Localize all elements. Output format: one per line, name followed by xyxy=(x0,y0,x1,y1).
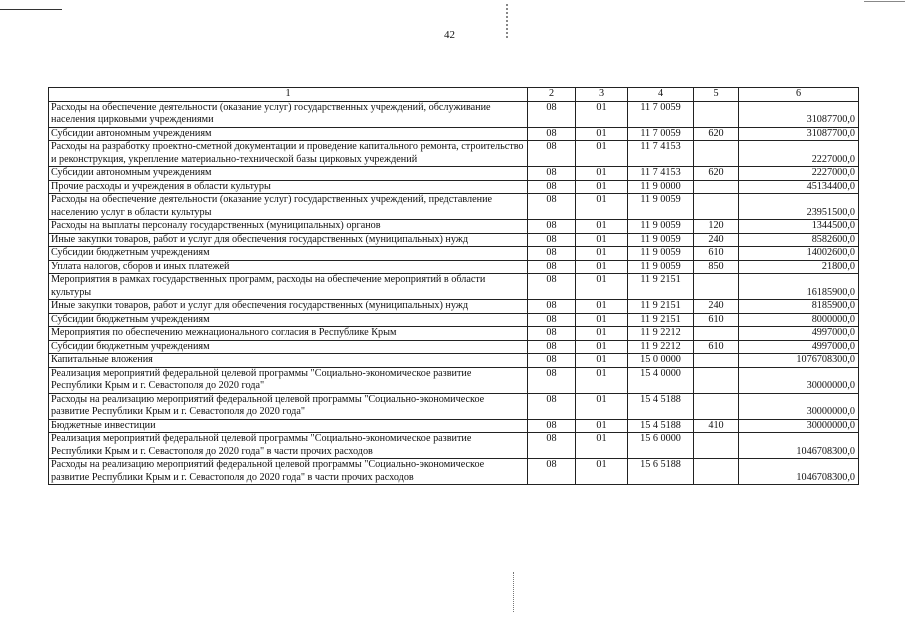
row-expense-type xyxy=(694,354,739,368)
row-amount: 30000000,0 xyxy=(739,393,859,419)
row-section: 08 xyxy=(528,167,576,181)
row-name: Расходы на выплаты персоналу государственных (муниципальных) органов xyxy=(49,220,528,234)
row-name: Расходы на обеспечение деятельности (оказание услуг) государственных учреждений, представление населению услуг в области культуры xyxy=(49,194,528,220)
scan-artifact-bottom xyxy=(513,572,520,612)
row-expense-type: 610 xyxy=(694,247,739,261)
row-section: 08 xyxy=(528,141,576,167)
row-name: Расходы на обеспечение деятельности (оказание услуг) государственных учреждений, обслуживание населения цирковыми учреждениями xyxy=(49,101,528,127)
row-subsection: 01 xyxy=(576,194,628,220)
table-row xyxy=(49,233,859,247)
row-amount: 45134400,0 xyxy=(739,180,859,194)
table-row xyxy=(49,194,859,220)
column-header-3: 3 xyxy=(576,88,628,102)
row-name: Субсидии бюджетным учреждениям xyxy=(49,313,528,327)
table-row xyxy=(49,220,859,234)
table-row xyxy=(49,459,859,485)
row-expense-type: 850 xyxy=(694,260,739,274)
scan-edge-line-right xyxy=(864,1,905,2)
row-subsection: 01 xyxy=(576,127,628,141)
row-expense-type xyxy=(694,101,739,127)
row-expense-type xyxy=(694,459,739,485)
row-name: Иные закупки товаров, работ и услуг для обеспечения государственных (муниципальных) нужд xyxy=(49,233,528,247)
row-amount: 2227000,0 xyxy=(739,167,859,181)
row-target-code: 11 9 0059 xyxy=(628,220,694,234)
row-expense-type xyxy=(694,367,739,393)
row-amount: 30000000,0 xyxy=(739,419,859,433)
row-name: Мероприятия в рамках государственных программ, расходы на обеспечение мероприятий в области культуры xyxy=(49,274,528,300)
table-row xyxy=(49,327,859,341)
row-section: 08 xyxy=(528,300,576,314)
row-name: Мероприятия по обеспечению межнационального согласия в Республике Крым xyxy=(49,327,528,341)
row-section: 08 xyxy=(528,340,576,354)
row-subsection: 01 xyxy=(576,393,628,419)
table-row xyxy=(49,274,859,300)
table-row xyxy=(49,141,859,167)
row-name: Субсидии автономным учреждениям xyxy=(49,127,528,141)
row-section: 08 xyxy=(528,313,576,327)
row-name: Расходы на реализацию мероприятий федеральной целевой программы "Социально-экономическое развитие Республики Крым и г. Севастополя до 2020 года" xyxy=(49,393,528,419)
row-amount: 14002600,0 xyxy=(739,247,859,261)
column-header-1: 1 xyxy=(49,88,528,102)
row-target-code: 11 9 0000 xyxy=(628,180,694,194)
row-amount: 2227000,0 xyxy=(739,141,859,167)
table-row xyxy=(49,340,859,354)
row-amount: 1046708300,0 xyxy=(739,433,859,459)
row-target-code: 15 6 5188 xyxy=(628,459,694,485)
row-target-code: 15 0 0000 xyxy=(628,354,694,368)
row-expense-type xyxy=(694,433,739,459)
row-name: Реализация мероприятий федеральной целевой программы "Социально-экономическое развитие Республики Крым и г. Севастополя до 2020 года" xyxy=(49,367,528,393)
row-expense-type xyxy=(694,393,739,419)
row-section: 08 xyxy=(528,194,576,220)
row-section: 08 xyxy=(528,220,576,234)
row-expense-type: 240 xyxy=(694,233,739,247)
row-section: 08 xyxy=(528,233,576,247)
row-expense-type xyxy=(694,327,739,341)
row-expense-type xyxy=(694,194,739,220)
row-target-code: 11 9 2212 xyxy=(628,327,694,341)
row-target-code: 11 9 2151 xyxy=(628,313,694,327)
table-row xyxy=(49,419,859,433)
row-subsection: 01 xyxy=(576,354,628,368)
row-target-code: 11 7 0059 xyxy=(628,127,694,141)
row-subsection: 01 xyxy=(576,327,628,341)
row-target-code: 11 7 0059 xyxy=(628,101,694,127)
row-section: 08 xyxy=(528,354,576,368)
row-subsection: 01 xyxy=(576,247,628,261)
row-expense-type: 120 xyxy=(694,220,739,234)
row-target-code: 11 9 0059 xyxy=(628,260,694,274)
budget-table xyxy=(48,87,859,485)
row-amount: 1076708300,0 xyxy=(739,354,859,368)
row-subsection: 01 xyxy=(576,167,628,181)
row-section: 08 xyxy=(528,127,576,141)
table-row xyxy=(49,367,859,393)
column-header-5: 5 xyxy=(694,88,739,102)
row-expense-type: 410 xyxy=(694,419,739,433)
row-subsection: 01 xyxy=(576,300,628,314)
row-section: 08 xyxy=(528,367,576,393)
row-expense-type: 240 xyxy=(694,300,739,314)
row-amount: 23951500,0 xyxy=(739,194,859,220)
row-amount: 31087700,0 xyxy=(739,101,859,127)
row-target-code: 15 6 0000 xyxy=(628,433,694,459)
row-subsection: 01 xyxy=(576,274,628,300)
row-name: Капитальные вложения xyxy=(49,354,528,368)
row-subsection: 01 xyxy=(576,433,628,459)
row-expense-type xyxy=(694,274,739,300)
row-name: Субсидии бюджетным учреждениям xyxy=(49,340,528,354)
row-subsection: 01 xyxy=(576,233,628,247)
row-expense-type: 610 xyxy=(694,313,739,327)
row-name: Бюджетные инвестиции xyxy=(49,419,528,433)
row-subsection: 01 xyxy=(576,141,628,167)
table-body xyxy=(49,101,859,485)
row-subsection: 01 xyxy=(576,101,628,127)
row-amount: 21800,0 xyxy=(739,260,859,274)
row-amount: 31087700,0 xyxy=(739,127,859,141)
row-section: 08 xyxy=(528,247,576,261)
row-amount: 1344500,0 xyxy=(739,220,859,234)
row-target-code: 11 9 0059 xyxy=(628,247,694,261)
table-row xyxy=(49,433,859,459)
row-expense-type: 620 xyxy=(694,167,739,181)
row-section: 08 xyxy=(528,274,576,300)
column-header-2: 2 xyxy=(528,88,576,102)
table-row xyxy=(49,260,859,274)
row-name: Субсидии автономным учреждениям xyxy=(49,167,528,181)
row-target-code: 15 4 0000 xyxy=(628,367,694,393)
table-row xyxy=(49,313,859,327)
row-name: Реализация мероприятий федеральной целевой программы "Социально-экономическое развитие Республики Крым и г. Севастополя до 2020 года" в части прочих расходов xyxy=(49,433,528,459)
table-row xyxy=(49,101,859,127)
row-target-code: 11 7 4153 xyxy=(628,167,694,181)
row-target-code: 11 9 2151 xyxy=(628,300,694,314)
row-subsection: 01 xyxy=(576,180,628,194)
budget-table-container xyxy=(48,87,858,485)
table-row xyxy=(49,393,859,419)
column-header-4: 4 xyxy=(628,88,694,102)
table-row xyxy=(49,247,859,261)
row-expense-type xyxy=(694,141,739,167)
header-row xyxy=(49,88,859,102)
row-amount: 1046708300,0 xyxy=(739,459,859,485)
row-target-code: 15 4 5188 xyxy=(628,419,694,433)
row-name: Прочие расходы и учреждения в области культуры xyxy=(49,180,528,194)
table-row xyxy=(49,300,859,314)
row-target-code: 11 9 2151 xyxy=(628,274,694,300)
row-target-code: 15 4 5188 xyxy=(628,393,694,419)
row-amount: 8582600,0 xyxy=(739,233,859,247)
row-amount: 16185900,0 xyxy=(739,274,859,300)
row-amount: 4997000,0 xyxy=(739,340,859,354)
scan-edge-line xyxy=(0,9,62,10)
table-row xyxy=(49,127,859,141)
row-name: Иные закупки товаров, работ и услуг для обеспечения государственных (муниципальных) нужд xyxy=(49,300,528,314)
row-name: Субсидии бюджетным учреждениям xyxy=(49,247,528,261)
scan-artifact xyxy=(506,4,516,38)
row-expense-type: 620 xyxy=(694,127,739,141)
row-subsection: 01 xyxy=(576,313,628,327)
row-name: Уплата налогов, сборов и иных платежей xyxy=(49,260,528,274)
row-subsection: 01 xyxy=(576,419,628,433)
page-number: 42 xyxy=(444,29,455,41)
row-target-code: 11 7 4153 xyxy=(628,141,694,167)
row-target-code: 11 9 0059 xyxy=(628,194,694,220)
row-subsection: 01 xyxy=(576,459,628,485)
table-row xyxy=(49,180,859,194)
table-row xyxy=(49,354,859,368)
row-amount: 8185900,0 xyxy=(739,300,859,314)
row-section: 08 xyxy=(528,393,576,419)
row-section: 08 xyxy=(528,433,576,459)
row-expense-type: 610 xyxy=(694,340,739,354)
row-expense-type xyxy=(694,180,739,194)
row-section: 08 xyxy=(528,327,576,341)
row-name: Расходы на реализацию мероприятий федеральной целевой программы "Социально-экономическое развитие Республики Крым и г. Севастополя до 2020 года" в части прочих расходов xyxy=(49,459,528,485)
row-section: 08 xyxy=(528,101,576,127)
row-section: 08 xyxy=(528,260,576,274)
row-name: Расходы на разработку проектно-сметной документации и проведение капитального ремонта, строительство и реконструкция, укрепление материально-технической базы цирковых учреждений xyxy=(49,141,528,167)
row-section: 08 xyxy=(528,180,576,194)
row-target-code: 11 9 0059 xyxy=(628,233,694,247)
row-amount: 8000000,0 xyxy=(739,313,859,327)
row-subsection: 01 xyxy=(576,367,628,393)
column-header-6: 6 xyxy=(739,88,859,102)
row-subsection: 01 xyxy=(576,260,628,274)
row-amount: 30000000,0 xyxy=(739,367,859,393)
row-target-code: 11 9 2212 xyxy=(628,340,694,354)
row-subsection: 01 xyxy=(576,340,628,354)
row-section: 08 xyxy=(528,419,576,433)
row-amount: 4997000,0 xyxy=(739,327,859,341)
row-section: 08 xyxy=(528,459,576,485)
table-row xyxy=(49,167,859,181)
row-subsection: 01 xyxy=(576,220,628,234)
